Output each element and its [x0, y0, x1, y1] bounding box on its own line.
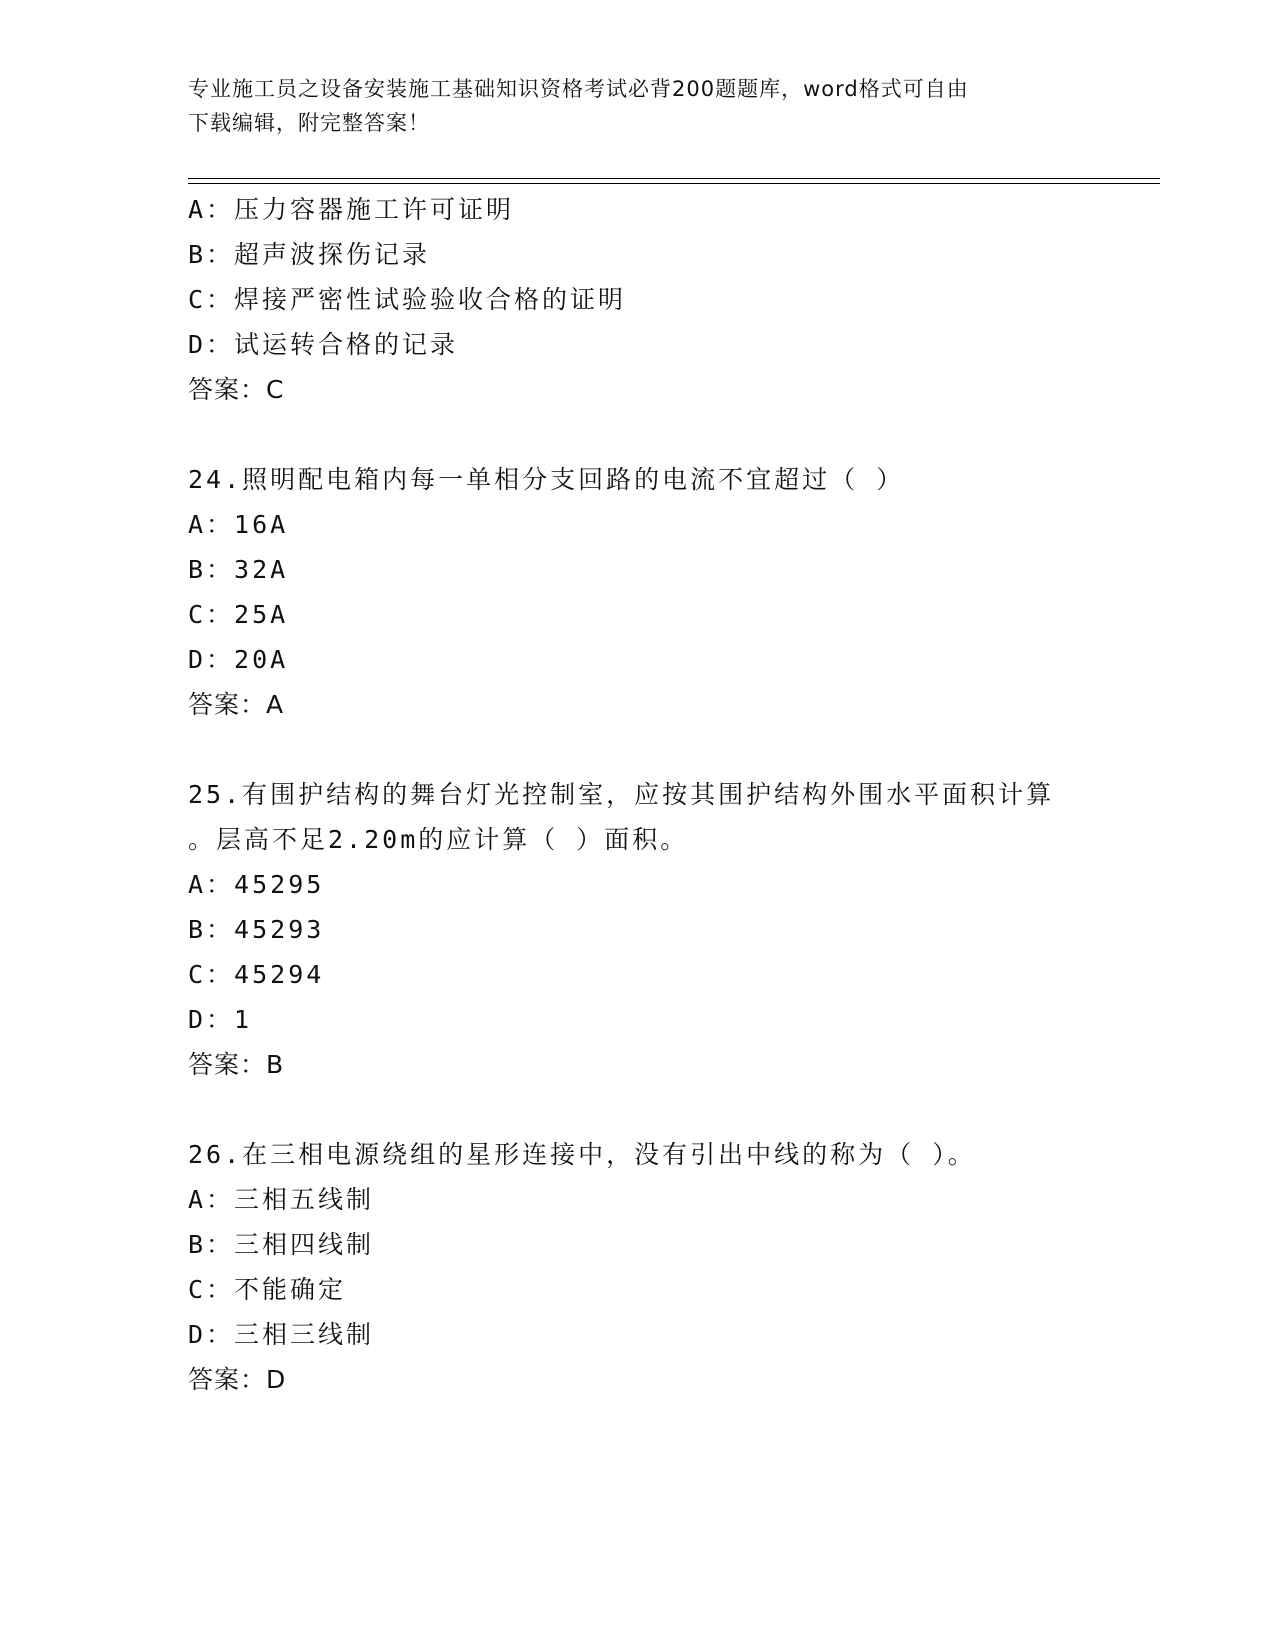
- q26-question: 26.在三相电源绕组的星形连接中，没有引出中线的称为（ ）。: [188, 1140, 976, 1169]
- q23-option-a: A：压力容器施工许可证明: [188, 195, 515, 224]
- q26-option-b: B：三相四线制: [188, 1230, 375, 1259]
- q26-option-d: D：三相三线制: [188, 1320, 375, 1349]
- document-header: [188, 72, 1088, 140]
- q26-option-a: A：三相五线制: [188, 1185, 375, 1214]
- q23-option-d: D：试运转合格的记录: [188, 330, 459, 359]
- q23-answer: 答案：C: [188, 375, 285, 404]
- q24-option-b: B：32A: [188, 555, 289, 584]
- q23-option-b: B：超声波探伤记录: [188, 240, 431, 269]
- q24-option-a: A：16A: [188, 510, 289, 539]
- q26-answer: 答案：D: [188, 1365, 287, 1394]
- q25-question-line-1: 25.有围护结构的舞台灯光控制室，应按其围护结构外围水平面积计算: [188, 780, 1055, 809]
- q23-option-c: C：焊接严密性试验验收合格的证明: [188, 285, 627, 314]
- q24-option-c: C：25A: [188, 600, 289, 629]
- header-divider-bottom: [188, 183, 1160, 184]
- q25-option-b: B：45293: [188, 915, 325, 944]
- q25-option-d: D：1: [188, 1005, 253, 1034]
- q24-question: 24.照明配电箱内每一单相分支回路的电流不宜超过（ ）: [188, 465, 905, 494]
- q25-option-a: A：45295: [188, 870, 325, 899]
- header-divider-top: [188, 178, 1160, 179]
- q25-answer: 答案：B: [188, 1050, 285, 1079]
- q25-option-c: C：45294: [188, 960, 325, 989]
- q26-option-c: C：不能确定: [188, 1275, 347, 1304]
- header-line-2: 下载编辑，附完整答案！: [188, 111, 430, 135]
- q24-answer: 答案：A: [188, 690, 285, 719]
- q24-option-d: D：20A: [188, 645, 289, 674]
- q25-question-line-2: 。层高不足2.20m的应计算（ ）面积。: [188, 825, 689, 854]
- header-line-1: 专业施工员之设备安装施工基础知识资格考试必背200题题库，word格式可自由: [188, 77, 969, 101]
